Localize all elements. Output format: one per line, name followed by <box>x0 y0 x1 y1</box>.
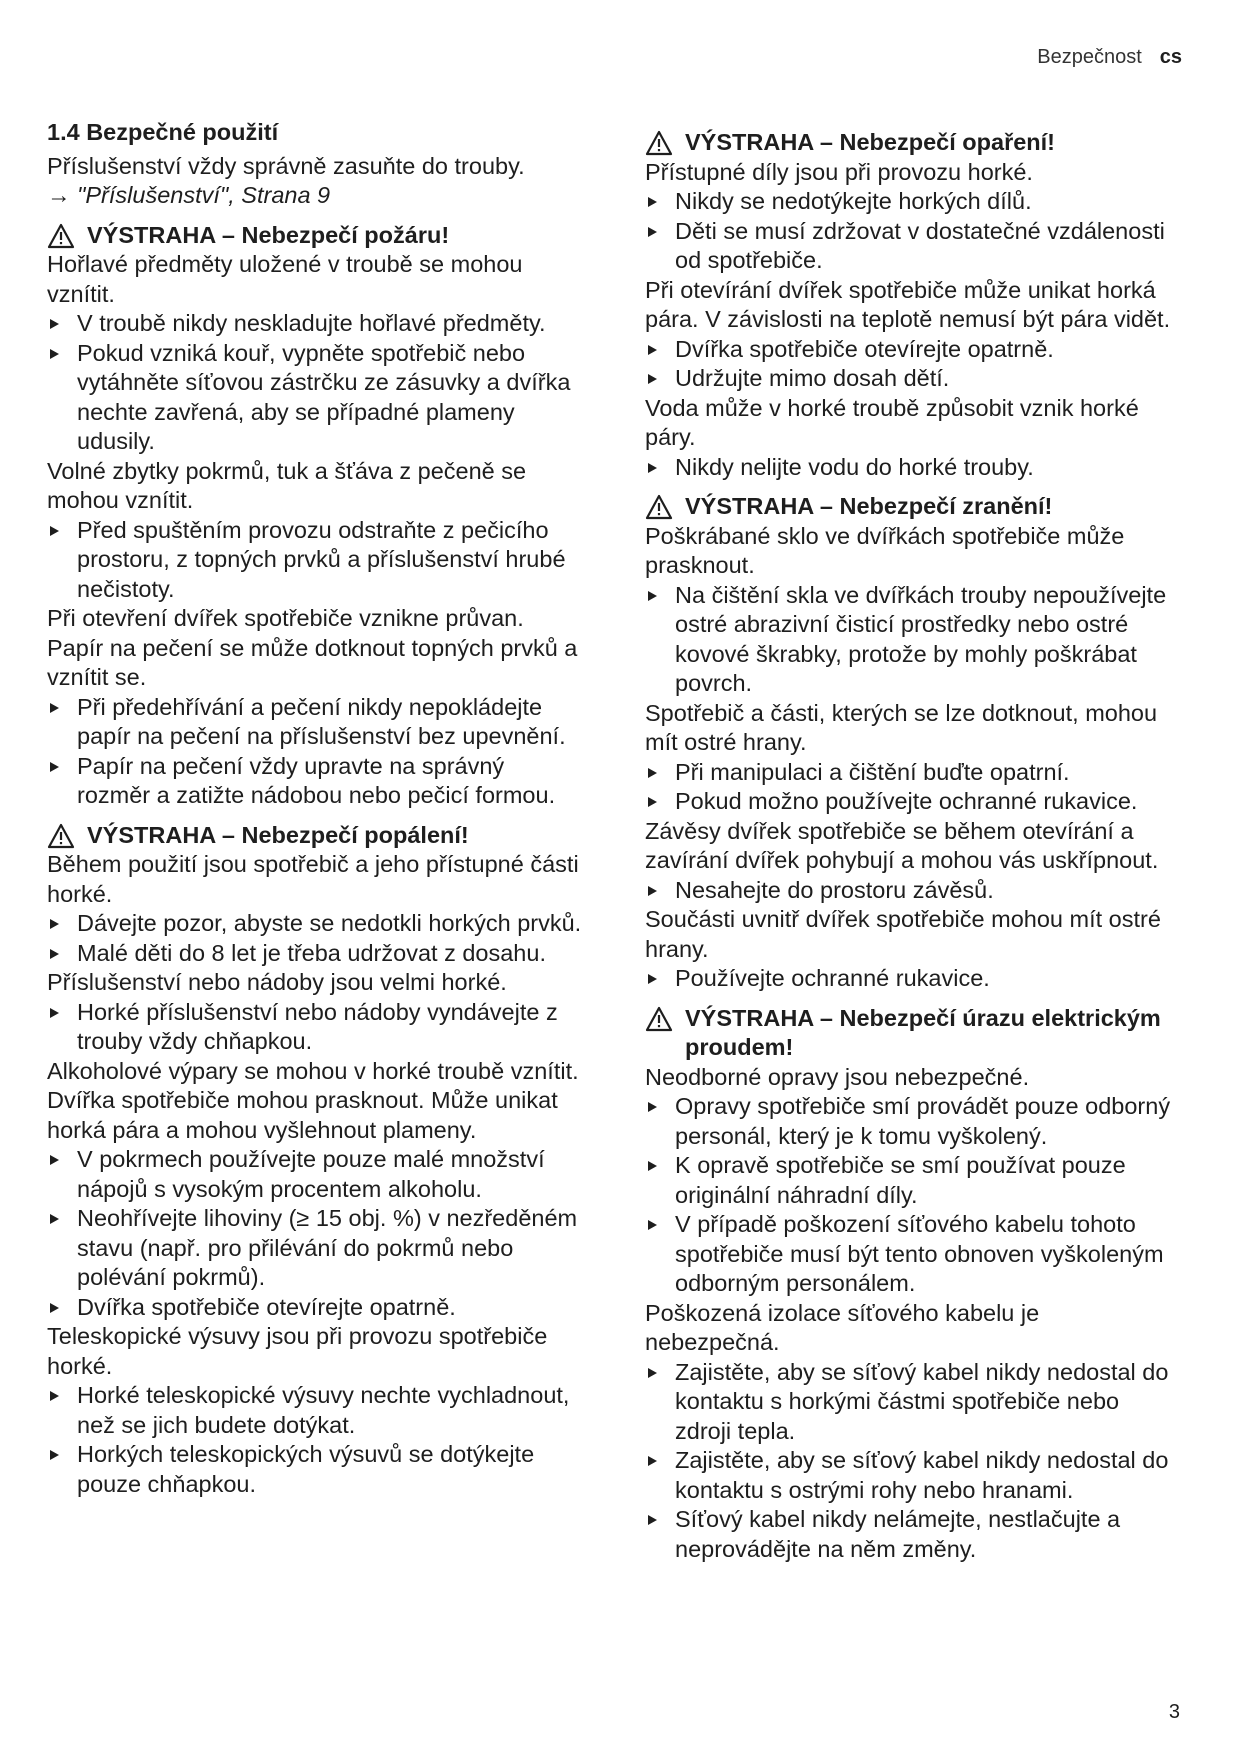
paragraph: Volné zbytky pokrmů, tuk a šťáva z pečeně se mohou vznítit. <box>47 457 527 513</box>
bullet-item: Udržujte mimo dosah dětí. <box>645 364 1180 394</box>
paragraph: Hořlavé předměty uložené v troubě se mohou vznítit. <box>47 251 523 307</box>
paragraph: Závěsy dvířek spotřebiče se během otevírání a zavírání dvířek pohybují a mohou vás uskřípnout. <box>645 817 1159 873</box>
paragraph: Přístupné díly jsou při provozu horké. <box>645 158 1033 185</box>
warning-triangle-icon <box>645 494 673 520</box>
bullet-item: Papír na pečení vždy upravte na správný rozměr a zatižte nádobou nebo pečicí formou. <box>47 752 582 811</box>
paragraph: Voda může v horké troubě způsobit vznik horké páry. <box>645 394 1139 450</box>
section-heading: 1.4 Bezpečné použití <box>47 119 279 145</box>
paragraph: Poškozená izolace síťového kabelu je nebezpečná. <box>645 1299 1040 1355</box>
paragraph: Alkoholové výpary se mohou v horké troubě vznítit. Dvířka spotřebiče mohou prasknout. Může unikat horká pára a mohou vyšlehnout plameny. <box>47 1057 579 1143</box>
bullet-item: Dvířka spotřebiče otevírejte opatrně. <box>645 335 1180 365</box>
paragraph: Teleskopické výsuvy jsou při provozu spotřebiče horké. <box>47 1323 548 1379</box>
page-number: 3 <box>1168 1701 1180 1723</box>
warning-triangle-icon <box>645 130 673 156</box>
bullet-item: Malé děti do 8 let je třeba udržovat z dosahu. <box>47 939 582 969</box>
paragraph: Příslušenství vždy správně zasuňte do trouby. <box>47 152 525 179</box>
warning-heading-text: VÝSTRAHA – Nebezpečí úrazu elektrickým proudem! <box>685 1004 1161 1060</box>
bullet-item: Horké teleskopické výsuvy nechte vychladnout, než se jich budete dotýkat. <box>47 1381 582 1440</box>
bullet-item: V troubě nikdy neskladujte hořlavé předměty. <box>47 309 582 339</box>
warning-triangle-icon <box>645 1006 673 1032</box>
warning-triangle-icon <box>47 223 75 249</box>
bullet-item: V případě poškození síťového kabelu tohoto spotřebiče musí být tento obnoven vyškoleným odborným personálem. <box>645 1210 1180 1299</box>
bullet-item: Zajistěte, aby se síťový kabel nikdy nedostal do kontaktu s ostrými rohy nebo hranami. <box>645 1446 1180 1505</box>
bullet-item: Nikdy nelijte vodu do horké trouby. <box>645 453 1180 483</box>
bullet-item: Horkých teleskopických výsuvů se dotýkejte pouze chňapkou. <box>47 1440 582 1499</box>
bullet-item: Používejte ochranné rukavice. <box>645 964 1180 994</box>
warning-heading-text: VÝSTRAHA – Nebezpečí požáru! <box>87 221 450 248</box>
bullet-item: Pokud vzniká kouř, vypněte spotřebič nebo vytáhněte síťovou zástrčku ze zásuvky a dvířka nechte zavřená, aby se případné plameny udusily. <box>47 339 582 457</box>
paragraph: Při otevírání dvířek spotřebiče může unikat horká pára. V závislosti na teplotě nemusí být pára vidět. <box>645 276 1171 332</box>
bullet-item: K opravě spotřebiče se smí používat pouze originální náhradní díly. <box>645 1151 1180 1210</box>
bullet-item: Horké příslušenství nebo nádoby vyndávejte z trouby vždy chňapkou. <box>47 998 582 1057</box>
paragraph: Spotřebič a části, kterých se lze dotknout, mohou mít ostré hrany. <box>645 699 1158 755</box>
bullet-item: Nikdy se nedotýkejte horkých dílů. <box>645 187 1180 217</box>
bullet-item: Dávejte pozor, abyste se nedotkli horkých prvků. <box>47 909 582 939</box>
bullet-item: V pokrmech používejte pouze malé množství nápojů s vysokým procentem alkoholu. <box>47 1145 582 1204</box>
language-code: cs <box>1159 46 1182 68</box>
warning-heading-text: VÝSTRAHA – Nebezpečí opaření! <box>685 129 1055 155</box>
cross-reference: → "Příslušenství", Strana 9 <box>47 182 331 208</box>
bullet-item: Neohřívejte lihoviny (≥ 15 obj. %) v nezředěném stavu (např. pro přilévání do pokrmů nebo polévání pokrmů). <box>47 1204 582 1293</box>
paragraph: Neodborné opravy jsou nebezpečné. <box>645 1063 1030 1090</box>
page-header <box>1037 46 1182 69</box>
paragraph: Poškrábané sklo ve dvířkách spotřebiče může prasknout. <box>645 522 1125 578</box>
bullet-item: Děti se musí zdržovat v dostatečné vzdálenosti od spotřebiče. <box>645 217 1180 276</box>
bullet-item: Opravy spotřebiče smí provádět pouze odborný personál, který je k tomu vyškolený. <box>645 1092 1180 1151</box>
warning-heading-text: VÝSTRAHA – Nebezpečí zranění! <box>685 493 1053 519</box>
warning-heading <box>47 821 582 851</box>
bullet-item: Dvířka spotřebiče otevírejte opatrně. <box>47 1293 582 1323</box>
warning-heading-text: VÝSTRAHA – Nebezpečí popálení! <box>87 821 469 848</box>
bullet-item: Nesahejte do prostoru závěsů. <box>645 876 1180 906</box>
paragraph: Příslušenství nebo nádoby jsou velmi horké. <box>47 969 507 995</box>
warning-heading <box>645 128 1180 158</box>
bullet-item: Při předehřívání a pečení nikdy nepokládejte papír na pečení na příslušenství bez upevnění. <box>47 693 582 752</box>
left-column <box>47 118 582 1499</box>
paragraph: Součásti uvnitř dvířek spotřebiče mohou mít ostré hrany. <box>645 906 1161 962</box>
paragraph: Při otevření dvířek spotřebiče vznikne průvan. Papír na pečení se může dotknout topných prvků a vznítit se. <box>47 605 578 690</box>
warning-heading <box>47 221 582 251</box>
section-title: Bezpečnost <box>1037 46 1142 68</box>
paragraph: Během použití jsou spotřebič a jeho přístupné části horké. <box>47 851 579 907</box>
warning-triangle-icon <box>47 823 75 849</box>
bullet-item: Na čištění skla ve dvířkách trouby nepoužívejte ostré abrazivní čisticí prostředky nebo ostré kovové škrabky, protože by mohly poškrábat povrch. <box>645 581 1180 699</box>
right-column <box>645 118 1180 1564</box>
warning-heading <box>645 1004 1180 1063</box>
bullet-item: Před spuštěním provozu odstraňte z pečicího prostoru, z topných prvků a příslušenství hrubé nečistoty. <box>47 516 582 605</box>
bullet-item: Síťový kabel nikdy nelámejte, nestlačujte a neprovádějte na něm změny. <box>645 1505 1180 1564</box>
bullet-item: Zajistěte, aby se síťový kabel nikdy nedostal do kontaktu s horkými částmi spotřebiče nebo zdroji tepla. <box>645 1358 1180 1447</box>
warning-heading <box>645 492 1180 522</box>
bullet-item: Pokud možno používejte ochranné rukavice. <box>645 787 1180 817</box>
bullet-item: Při manipulaci a čištění buďte opatrní. <box>645 758 1180 788</box>
